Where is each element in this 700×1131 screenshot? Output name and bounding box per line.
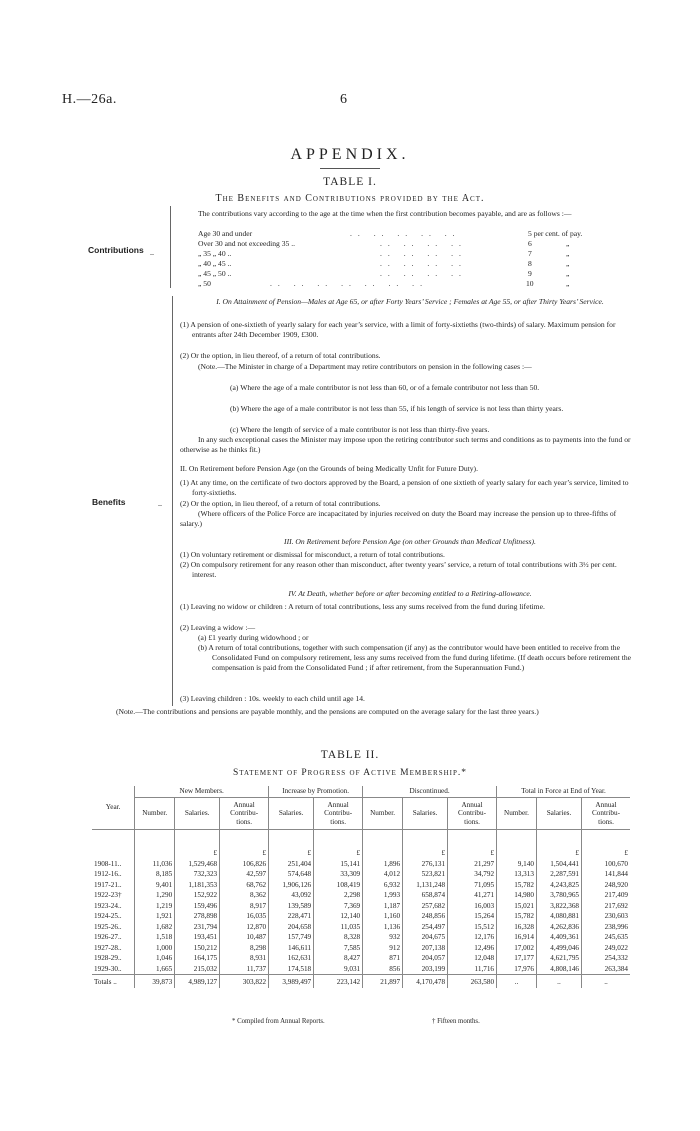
table-row <box>92 964 630 975</box>
table2-subtitle: Statement of Progress of Active Membership.* <box>232 768 468 778</box>
data-cell: 1,896 <box>363 859 403 870</box>
data-cell: 207,138 <box>403 943 448 954</box>
total-cell: 303,822 <box>220 975 269 988</box>
total-cell: .. <box>536 975 581 988</box>
data-cell: 4,808,146 <box>536 964 581 975</box>
data-cell: 245,635 <box>582 932 631 943</box>
col-contributions: Annual Contribu- tions. <box>582 797 631 830</box>
data-cell: 204,658 <box>269 922 314 933</box>
benefits-s3-item-1: (1) On voluntary retirement or dismissal for misconduct, a return of total contributions. <box>180 550 445 559</box>
benefits-s4-item-3: (3) Leaving children : 10s. weekly to each child until age 14. <box>180 694 365 703</box>
total-cell: .. <box>582 975 631 988</box>
data-cell: 11,716 <box>448 964 497 975</box>
data-cell: 15,782 <box>497 911 537 922</box>
data-cell: 141,844 <box>582 869 631 880</box>
data-cell: 159,496 <box>175 901 220 912</box>
contrib-leader-2: .. .. .. .. <box>380 249 467 258</box>
data-cell: 4,262,836 <box>536 922 581 933</box>
benefits-section-2-heading: II. On Retirement before Pension Age (on the Grounds of being Medically Unfit for Future Duty). <box>180 464 478 473</box>
currency-symbol: £ <box>269 830 314 859</box>
currency-symbol: £ <box>220 830 269 859</box>
col-contributions: Annual Contribu- tions. <box>448 797 497 830</box>
data-cell: 1,181,353 <box>175 880 220 891</box>
col-number: Number. <box>363 797 403 830</box>
data-cell: 8,298 <box>220 943 269 954</box>
col-number: Number. <box>135 797 175 830</box>
table-row <box>92 943 630 954</box>
data-cell: 276,131 <box>403 859 448 870</box>
data-cell: 43,092 <box>269 890 314 901</box>
contrib-age-4: „ 45 „ 50 .. <box>198 269 232 278</box>
table-row <box>92 859 630 870</box>
data-cell: 164,175 <box>175 953 220 964</box>
table-row <box>92 953 630 964</box>
data-cell: 15,141 <box>314 859 363 870</box>
benefits-dots: .. <box>158 499 162 508</box>
data-cell: 263,384 <box>582 964 631 975</box>
data-cell: 139,589 <box>269 901 314 912</box>
total-cell: 263,580 <box>448 975 497 988</box>
ditto-mark-5: „ <box>566 279 570 288</box>
data-cell: 8,185 <box>135 869 175 880</box>
data-cell: 204,675 <box>403 932 448 943</box>
data-cell: 106,826 <box>220 859 269 870</box>
data-cell: 16,328 <box>497 922 537 933</box>
contrib-age-2: „ 35 „ 40 .. <box>198 249 232 258</box>
contrib-age-5: „ 50 <box>198 279 211 288</box>
year-cell: 1908-11.. <box>94 859 122 868</box>
data-cell: 912 <box>363 943 403 954</box>
col-contributions: Annual Contribu- tions. <box>314 797 363 830</box>
data-cell: 278,898 <box>175 911 220 922</box>
currency-symbol: £ <box>448 830 497 859</box>
data-cell: 8,917 <box>220 901 269 912</box>
ditto-mark-4: „ <box>566 269 570 278</box>
membership-table <box>92 786 630 988</box>
benefits-s1-case-c: (c) Where the length of service of a male contributor is not less than thirty-five years. <box>230 425 490 434</box>
data-cell: 217,409 <box>582 890 631 901</box>
data-cell: 1,906,126 <box>269 880 314 891</box>
data-cell: 1,921 <box>135 911 175 922</box>
year-cell: 1925-26.. <box>94 922 122 931</box>
benefits-section-1-heading: I. On Attainment of Pension—Males at Age 65, or after Forty Years’ Service ; Females at Age 55, or after Thirty Years’ Service. <box>216 297 604 306</box>
data-cell: 41,271 <box>448 890 497 901</box>
data-cell: 2,287,591 <box>536 869 581 880</box>
data-cell: 12,048 <box>448 953 497 964</box>
data-cell: 146,611 <box>269 943 314 954</box>
data-cell: 1,665 <box>135 964 175 975</box>
data-cell: 157,749 <box>269 932 314 943</box>
year-cell: 1929-30.. <box>94 964 122 973</box>
contributions-brace <box>170 206 171 288</box>
data-cell: 193,451 <box>175 932 220 943</box>
contrib-age-0: Age 30 and under <box>198 229 253 238</box>
table-row <box>92 911 630 922</box>
data-cell: 4,409,361 <box>536 932 581 943</box>
contrib-rate-2: 7 <box>528 249 532 258</box>
benefits-s2-item-1: (1) At any time, on the certificate of two doctors approved by the Board, a pension of one sixtieth of yearly salary for each year’s service, limited to forty-sixtieths. <box>180 478 629 497</box>
footnote-compiled: * Compiled from Annual Reports. <box>232 1018 325 1025</box>
contrib-rate-0: 5 per cent. of pay. <box>528 229 583 238</box>
currency-symbol: £ <box>175 830 220 859</box>
year-cell: 1922-23† <box>94 891 122 899</box>
data-cell: 7,585 <box>314 943 363 954</box>
table1-title: TABLE I. <box>323 176 377 188</box>
contributions-dots: .. <box>150 248 154 257</box>
data-cell: 12,140 <box>314 911 363 922</box>
col-number: Number. <box>497 797 537 830</box>
year-cell: 1928-29.. <box>94 954 122 962</box>
data-cell: 1,219 <box>135 901 175 912</box>
ditto-mark-1: „ <box>566 239 570 248</box>
document-reference: H.—26a. <box>62 92 117 107</box>
data-cell: 871 <box>363 953 403 964</box>
contrib-leader-1: .. .. .. .. <box>380 239 467 248</box>
data-cell: 228,471 <box>269 911 314 922</box>
appendix-title: APPENDIX. <box>290 146 410 163</box>
data-cell: 1,529,468 <box>175 859 220 870</box>
year-cell: 1923-24.. <box>94 901 122 910</box>
currency-row <box>92 830 630 859</box>
total-cell: 3,989,497 <box>269 975 314 988</box>
benefits-brace <box>172 296 173 706</box>
title-rule <box>320 168 380 169</box>
table-row <box>92 869 630 880</box>
col-salaries: Salaries. <box>175 797 220 830</box>
data-cell: 13,313 <box>497 869 537 880</box>
data-cell: 12,176 <box>448 932 497 943</box>
data-cell: 658,874 <box>403 890 448 901</box>
contrib-rate-4: 9 <box>528 269 532 278</box>
data-cell: 257,682 <box>403 901 448 912</box>
data-cell: 574,648 <box>269 869 314 880</box>
data-cell: 71,095 <box>448 880 497 891</box>
data-cell: 1,518 <box>135 932 175 943</box>
data-cell: 4,080,881 <box>536 911 581 922</box>
contrib-age-1: Over 30 and not exceeding 35 .. <box>198 239 296 248</box>
data-cell: 152,922 <box>175 890 220 901</box>
benefits-s2-note: (Where officers of the Police Force are incapacitated by injuries received on duty the Board may increase the pension up to three-fifths of salary.) <box>180 509 617 528</box>
col-contributions: Annual Contribu- tions. <box>220 797 269 830</box>
data-cell: 108,419 <box>314 880 363 891</box>
table1-closing-note: (Note.—The contributions and pensions are payable monthly, and the pensions are computed on the average salary for the last three years.) <box>116 707 539 716</box>
data-cell: 1,993 <box>363 890 403 901</box>
benefits-section-3-heading: III. On Retirement before Pension Age (on other Grounds than Medical Unfitness). <box>284 537 536 546</box>
data-cell: 1,131,248 <box>403 880 448 891</box>
data-cell: 8,931 <box>220 953 269 964</box>
table2-title: TABLE II. <box>320 749 380 761</box>
data-cell: 1,682 <box>135 922 175 933</box>
data-cell: 1,000 <box>135 943 175 954</box>
data-cell: 732,323 <box>175 869 220 880</box>
benefits-s1-case-a: (a) Where the age of a male contributor is not less than 60, or of a female contributor not less than 50. <box>230 383 540 392</box>
data-cell: 238,996 <box>582 922 631 933</box>
data-cell: 174,518 <box>269 964 314 975</box>
data-cell: 856 <box>363 964 403 975</box>
col-salaries: Salaries. <box>269 797 314 830</box>
contributions-intro: The contributions vary according to the age at the time when the first contribution becomes payable, and are as follows :— <box>198 209 572 218</box>
data-cell: 68,762 <box>220 880 269 891</box>
data-cell: 248,920 <box>582 880 631 891</box>
contrib-rate-1: 6 <box>528 239 532 248</box>
benefits-s3-item-2: (2) On compulsory retirement for any reason other than misconduct, after twenty years’ service, a return of total contributions with 3½ per cent. interest. <box>180 560 617 579</box>
benefits-s1-case-b: (b) Where the age of a male contributor is not less than 55, if his length of service is not less than thirty years. <box>230 404 564 413</box>
contrib-leader-3: .. .. .. .. <box>380 259 467 268</box>
data-cell: 248,856 <box>403 911 448 922</box>
total-cell: 4,170,478 <box>403 975 448 988</box>
data-cell: 100,670 <box>582 859 631 870</box>
data-cell: 16,003 <box>448 901 497 912</box>
totals-label: Totals .. <box>92 975 135 988</box>
contrib-rate-3: 8 <box>528 259 532 268</box>
col-salaries: Salaries. <box>403 797 448 830</box>
data-cell: 8,427 <box>314 953 363 964</box>
data-cell: 4,012 <box>363 869 403 880</box>
benefits-s1-item-1: (1) A pension of one-sixtieth of yearly salary for each year’s service, with a limit of forty-sixtieths (two-thirds) of salary. Maximum pension for entrants after 24th December 1909, £300. <box>180 320 616 339</box>
currency-symbol: £ <box>536 830 581 859</box>
group-discontinued: Discontinued. <box>363 786 497 797</box>
data-cell: 11,737 <box>220 964 269 975</box>
data-cell: 523,821 <box>403 869 448 880</box>
footnote-fifteen-months: † Fifteen months. <box>432 1018 480 1025</box>
total-cell: 39,873 <box>135 975 175 988</box>
data-cell: 1,187 <box>363 901 403 912</box>
benefits-s4-option-a: (a) £1 yearly during widowhood ; or <box>198 633 309 642</box>
year-header: Year. <box>92 786 135 830</box>
data-cell: 15,021 <box>497 901 537 912</box>
table-row <box>92 880 630 891</box>
data-cell: 150,212 <box>175 943 220 954</box>
year-cell: 1924-25.. <box>94 912 122 920</box>
data-cell: 1,290 <box>135 890 175 901</box>
data-cell: 6,932 <box>363 880 403 891</box>
data-cell: 8,362 <box>220 890 269 901</box>
data-cell: 1,504,441 <box>536 859 581 870</box>
year-cell: 1917-21.. <box>94 880 122 889</box>
contrib-rate-5: 10 <box>526 279 534 288</box>
data-cell: 3,780,965 <box>536 890 581 901</box>
year-cell: 1926-27.. <box>94 933 122 941</box>
data-cell: 12,496 <box>448 943 497 954</box>
page-number: 6 <box>340 92 347 107</box>
data-cell: 230,603 <box>582 911 631 922</box>
benefits-s1-tail: In any such exceptional cases the Minister may impose upon the retiring contributor such terms and conditions as to payments into the fund or otherwise as he thinks fit.) <box>180 435 631 454</box>
currency-symbol: £ <box>582 830 631 859</box>
col-salaries: Salaries. <box>536 797 581 830</box>
total-cell: 4,989,127 <box>175 975 220 988</box>
benefits-label: Benefits <box>92 497 126 507</box>
data-cell: 1,160 <box>363 911 403 922</box>
data-cell: 254,497 <box>403 922 448 933</box>
contrib-leader-0: .. .. .. .. .. <box>350 229 461 238</box>
totals-row <box>92 975 630 988</box>
data-cell: 9,401 <box>135 880 175 891</box>
data-cell: 3,822,368 <box>536 901 581 912</box>
contrib-age-3: „ 40 „ 45 .. <box>198 259 232 268</box>
currency-symbol: £ <box>314 830 363 859</box>
benefits-s1-note: (Note.—The Minister in charge of a Department may retire contributors on pension in the following cases :— <box>198 362 532 371</box>
data-cell: 42,597 <box>220 869 269 880</box>
data-cell: 12,870 <box>220 922 269 933</box>
data-cell: 7,369 <box>314 901 363 912</box>
data-cell: 21,297 <box>448 859 497 870</box>
data-cell: 249,022 <box>582 943 631 954</box>
data-cell: 203,199 <box>403 964 448 975</box>
contrib-leader-5: .. .. .. .. .. .. .. <box>270 279 428 288</box>
benefits-s4-item-2: (2) Leaving a widow :— <box>180 623 256 632</box>
ditto-mark-3: „ <box>566 259 570 268</box>
data-cell: 254,332 <box>582 953 631 964</box>
table-row <box>92 922 630 933</box>
contrib-leader-4: .. .. .. .. <box>380 269 467 278</box>
contributions-label: Contributions <box>88 245 144 255</box>
group-promotion: Increase by Promotion. <box>269 786 363 797</box>
data-cell: 162,631 <box>269 953 314 964</box>
data-cell: 16,914 <box>497 932 537 943</box>
year-cell: 1912-16.. <box>94 870 122 878</box>
data-cell: 17,177 <box>497 953 537 964</box>
benefits-section-4-heading: IV. At Death, whether before or after becoming entitled to a Retiring-allowance. <box>288 589 532 598</box>
total-cell: 223,142 <box>314 975 363 988</box>
data-cell: 231,794 <box>175 922 220 933</box>
group-new-members: New Members. <box>135 786 269 797</box>
table1-subtitle: The Benefits and Contributions provided by the Act. <box>215 193 485 204</box>
table-row <box>92 890 630 901</box>
data-cell: 4,499,046 <box>536 943 581 954</box>
data-cell: 15,264 <box>448 911 497 922</box>
group-total-in-force: Total in Force at End of Year. <box>497 786 630 797</box>
data-cell: 1,136 <box>363 922 403 933</box>
data-cell: 17,002 <box>497 943 537 954</box>
data-cell: 204,057 <box>403 953 448 964</box>
data-cell: 11,035 <box>314 922 363 933</box>
year-cell: 1927-28.. <box>94 943 122 952</box>
ditto-mark-2: „ <box>566 249 570 258</box>
benefits-s1-item-2: (2) Or the option, in lieu thereof, of a return of total contributions. <box>180 351 381 360</box>
data-cell: 2,298 <box>314 890 363 901</box>
data-cell: 33,309 <box>314 869 363 880</box>
table-row <box>92 932 630 943</box>
data-cell: 15,782 <box>497 880 537 891</box>
benefits-s4-option-b: (b) A return of total contributions, together with such compensation (if any) as the contributor would have been entitled to receive from the Consolidated Fund on compulsory retirement, less any sums received from the fund during lifetime. (If death occurs before retirement the compensation is paid from the Consolidated Fund ; if after retirement, from the Superannuation Fund.) <box>198 643 632 672</box>
data-cell: 9,031 <box>314 964 363 975</box>
data-cell: 16,035 <box>220 911 269 922</box>
data-cell: 9,140 <box>497 859 537 870</box>
total-cell: 21,897 <box>363 975 403 988</box>
data-cell: 4,243,825 <box>536 880 581 891</box>
total-cell: .. <box>497 975 537 988</box>
table-row <box>92 901 630 912</box>
data-cell: 1,046 <box>135 953 175 964</box>
data-cell: 217,692 <box>582 901 631 912</box>
benefits-s4-item-1: (1) Leaving no widow or children : A return of total contributions, less any sums received from the fund during lifetime. <box>180 602 545 611</box>
currency-symbol: £ <box>403 830 448 859</box>
data-cell: 15,512 <box>448 922 497 933</box>
data-cell: 215,032 <box>175 964 220 975</box>
data-cell: 8,328 <box>314 932 363 943</box>
benefits-s2-item-2: (2) Or the option, in lieu thereof, of a return of total contributions. <box>180 499 381 508</box>
data-cell: 11,036 <box>135 859 175 870</box>
data-cell: 17,976 <box>497 964 537 975</box>
data-cell: 14,980 <box>497 890 537 901</box>
data-cell: 10,487 <box>220 932 269 943</box>
data-cell: 34,792 <box>448 869 497 880</box>
data-cell: 932 <box>363 932 403 943</box>
data-cell: 4,621,795 <box>536 953 581 964</box>
data-cell: 251,404 <box>269 859 314 870</box>
